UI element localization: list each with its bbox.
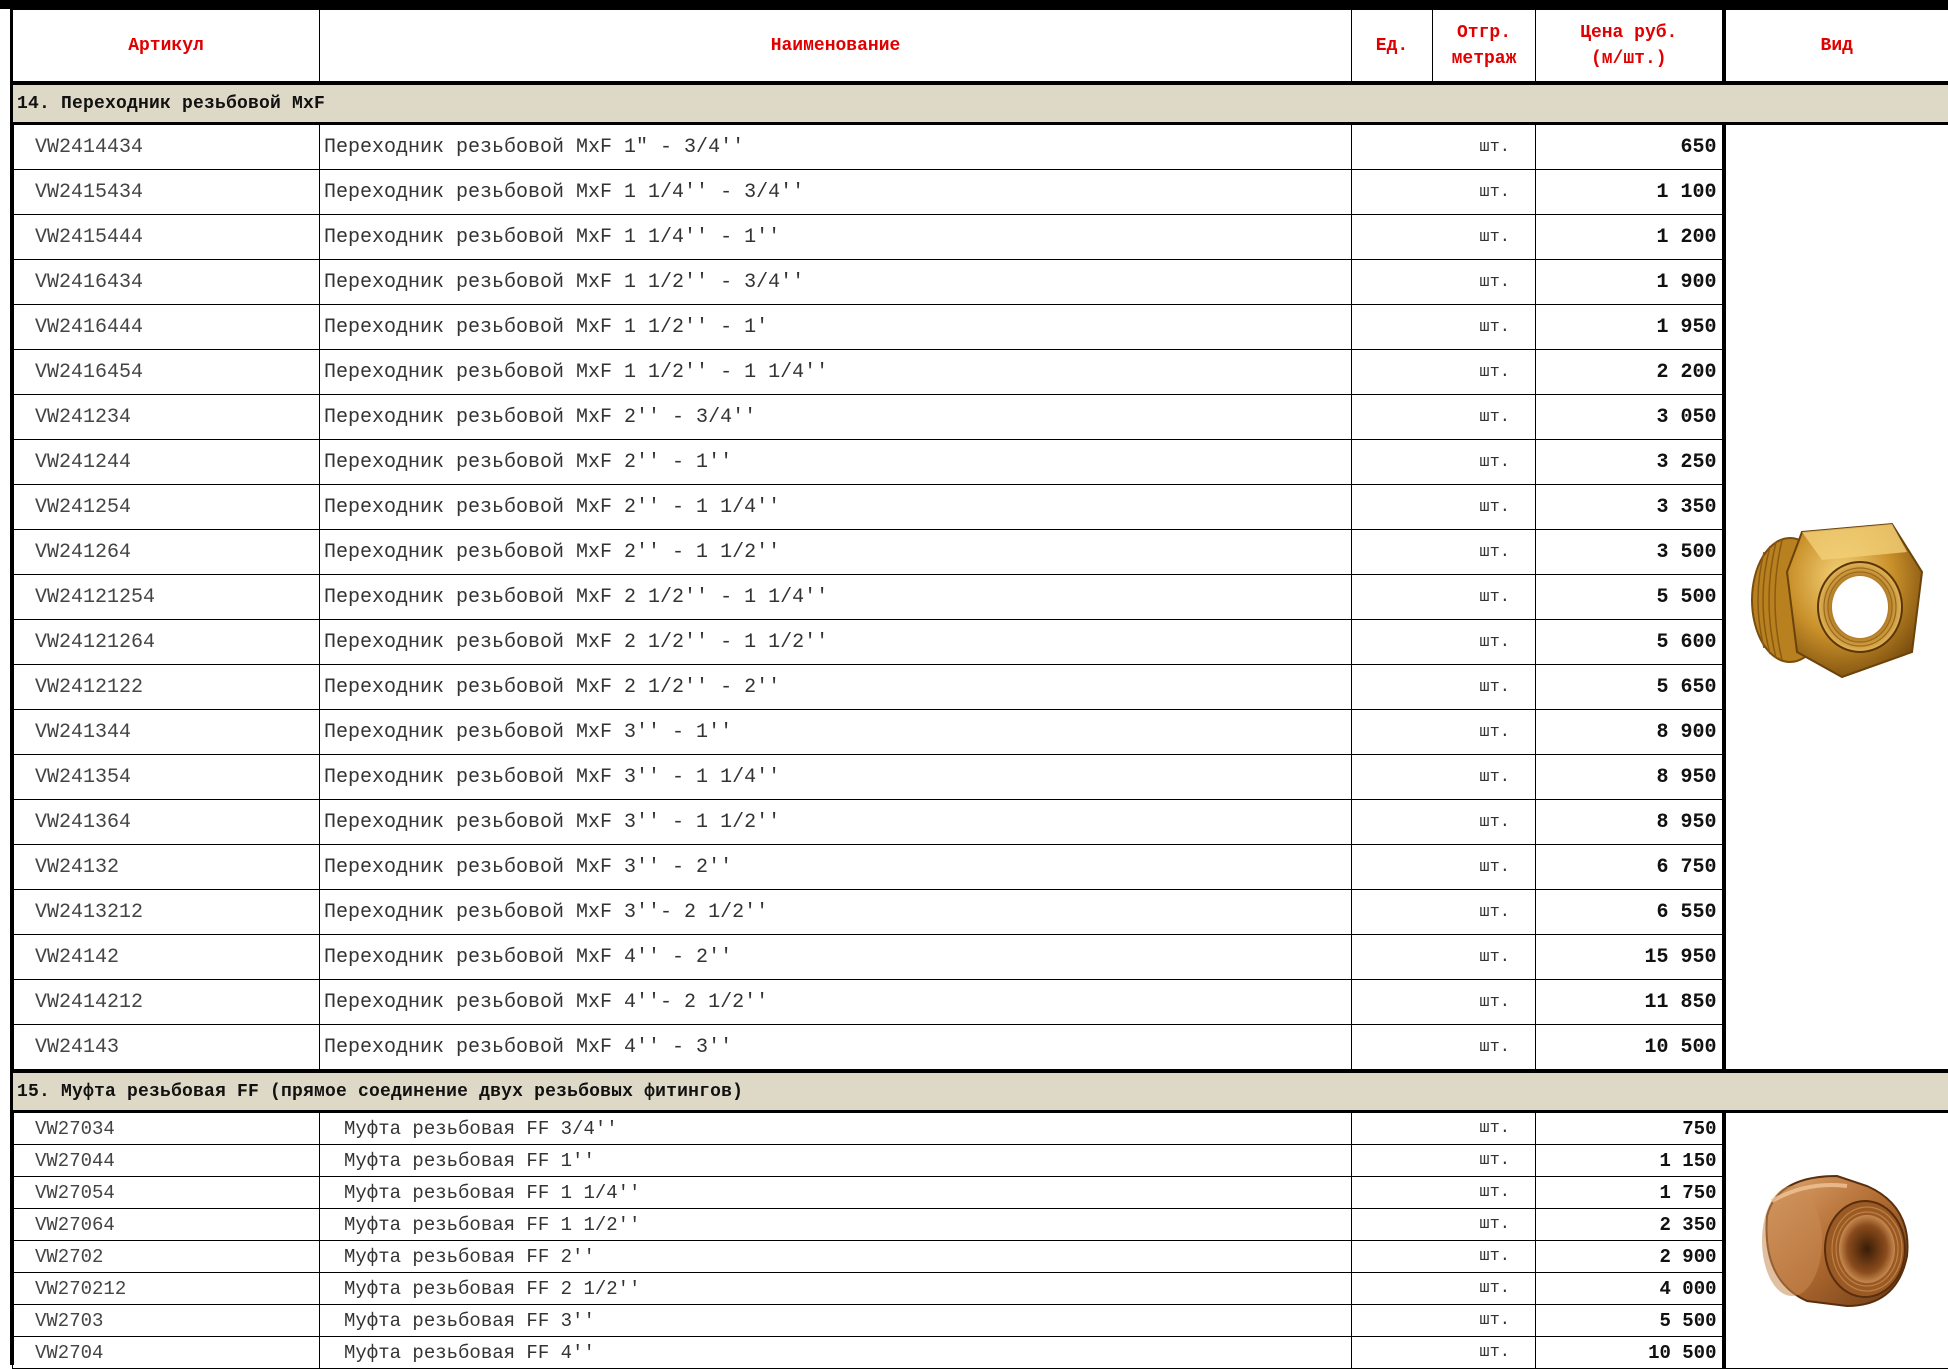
brass-coupling-image: [1747, 1161, 1927, 1321]
table-row: [13, 395, 1948, 440]
table-row: [13, 1241, 1948, 1273]
unit-cell: шт.: [1352, 665, 1536, 710]
unit-cell: шт.: [1352, 980, 1536, 1025]
table-row: [13, 755, 1948, 800]
price-cell: 1 950: [1536, 305, 1724, 350]
name-cell: Переходник резьбовой MxF 1 1/2'' - 1 1/4'': [320, 350, 1352, 395]
table-row: [13, 350, 1948, 395]
price-header-line1: Цена руб.: [1536, 20, 1722, 46]
name-cell: Переходник резьбовой MxF 2 1/2'' - 2'': [320, 665, 1352, 710]
price-table: [12, 9, 1948, 1369]
unit-cell: шт.: [1352, 530, 1536, 575]
name-cell: Муфта резьбовая FF 1'': [320, 1145, 1352, 1177]
price-cell: 2 200: [1536, 350, 1724, 395]
unit-cell: шт.: [1352, 215, 1536, 260]
name-cell: Переходник резьбовой MxF 2'' - 1'': [320, 440, 1352, 485]
unit-cell: шт.: [1352, 800, 1536, 845]
cut-length-line1: Отгр.: [1433, 20, 1535, 46]
article-cell: VW2413212: [13, 890, 320, 935]
unit-cell: шт.: [1352, 1177, 1536, 1209]
unit-cell: шт.: [1352, 485, 1536, 530]
name-cell: Переходник резьбовой MxF 2 1/2'' - 1 1/2'': [320, 620, 1352, 665]
table-row: [13, 980, 1948, 1025]
unit-cell: шт.: [1352, 845, 1536, 890]
table-row: [13, 305, 1948, 350]
article-cell: VW2702: [13, 1241, 320, 1273]
article-cell: VW27044: [13, 1145, 320, 1177]
article-cell: VW24121264: [13, 620, 320, 665]
name-cell: Муфта резьбовая FF 3/4'': [320, 1112, 1352, 1145]
article-cell: VW27034: [13, 1112, 320, 1145]
price-cell: 650: [1536, 124, 1724, 170]
table-row: [13, 1145, 1948, 1177]
name-cell: Переходник резьбовой MxF 1" - 3/4'': [320, 124, 1352, 170]
section-header: [13, 83, 1948, 124]
unit-cell: шт.: [1352, 305, 1536, 350]
name-cell: Переходник резьбовой MxF 3'' - 1 1/4'': [320, 755, 1352, 800]
price-cell: 2 900: [1536, 1241, 1724, 1273]
price-cell: 750: [1536, 1112, 1724, 1145]
name-cell: Переходник резьбовой MxF 3'' - 1 1/2'': [320, 800, 1352, 845]
name-cell: Переходник резьбовой MxF 2 1/2'' - 1 1/4'': [320, 575, 1352, 620]
article-cell: VW241364: [13, 800, 320, 845]
article-cell: VW2415434: [13, 170, 320, 215]
table-row: [13, 1025, 1948, 1072]
table-row: [13, 1209, 1948, 1241]
table-row: [13, 1177, 1948, 1209]
unit-cell: шт.: [1352, 350, 1536, 395]
article-cell: VW2415444: [13, 215, 320, 260]
table-row: [13, 170, 1948, 215]
price-header-line2: (м/шт.): [1536, 46, 1722, 72]
article-cell: VW27064: [13, 1209, 320, 1241]
article-cell: VW270212: [13, 1273, 320, 1305]
table-row: [13, 1273, 1948, 1305]
name-cell: Переходник резьбовой MxF 4'' - 3'': [320, 1025, 1352, 1072]
price-cell: 8 950: [1536, 800, 1724, 845]
article-cell: VW2412122: [13, 665, 320, 710]
article-cell: VW241234: [13, 395, 320, 440]
top-border: [0, 0, 1948, 9]
price-cell: 6 750: [1536, 845, 1724, 890]
unit-cell: шт.: [1352, 575, 1536, 620]
name-cell: Переходник резьбовой MxF 1 1/4'' - 1'': [320, 215, 1352, 260]
name-cell: Муфта резьбовая FF 2 1/2'': [320, 1273, 1352, 1305]
price-cell: 5 500: [1536, 575, 1724, 620]
name-cell: Муфта резьбовая FF 1 1/4'': [320, 1177, 1352, 1209]
name-cell: Переходник резьбовой MxF 3''- 2 1/2'': [320, 890, 1352, 935]
unit-cell: шт.: [1352, 1145, 1536, 1177]
article-cell: VW241254: [13, 485, 320, 530]
article-cell: VW24121254: [13, 575, 320, 620]
price-cell: 4 000: [1536, 1273, 1724, 1305]
name-cell: Переходник резьбовой MxF 4''- 2 1/2'': [320, 980, 1352, 1025]
table-row: [13, 260, 1948, 305]
col-header-cut-length: [1433, 10, 1536, 84]
article-cell: VW27054: [13, 1177, 320, 1209]
table-row: [13, 935, 1948, 980]
price-cell: 15 950: [1536, 935, 1724, 980]
price-cell: 3 050: [1536, 395, 1724, 440]
section-title: 15. Муфта резьбовая FF (прямое соединение двух резьбовых фитингов): [13, 1071, 1948, 1112]
article-cell: VW24132: [13, 845, 320, 890]
unit-cell: шт.: [1352, 755, 1536, 800]
header-row: [13, 10, 1948, 84]
price-cell: 3 250: [1536, 440, 1724, 485]
unit-cell: шт.: [1352, 124, 1536, 170]
product-image-cell: [1724, 124, 1948, 1072]
price-cell: 1 200: [1536, 215, 1724, 260]
unit-cell: шт.: [1352, 620, 1536, 665]
unit-cell: шт.: [1352, 170, 1536, 215]
unit-cell: шт.: [1352, 440, 1536, 485]
name-cell: Переходник резьбовой MxF 4'' - 2'': [320, 935, 1352, 980]
article-cell: VW2414212: [13, 980, 320, 1025]
price-cell: 5 500: [1536, 1305, 1724, 1337]
unit-cell: шт.: [1352, 1209, 1536, 1241]
name-cell: Муфта резьбовая FF 4'': [320, 1337, 1352, 1369]
col-header-name: Наименование: [320, 10, 1352, 84]
section-title: 14. Переходник резьбовой MxF: [13, 83, 1948, 124]
price-cell: 11 850: [1536, 980, 1724, 1025]
brass-hex-bushing-image: [1742, 512, 1932, 682]
product-image-cell: [1724, 1112, 1948, 1369]
article-cell: VW2414434: [13, 124, 320, 170]
price-cell: 6 550: [1536, 890, 1724, 935]
unit-cell: шт.: [1352, 890, 1536, 935]
name-cell: Переходник резьбовой MxF 1 1/4'' - 3/4'': [320, 170, 1352, 215]
section-header: [13, 1071, 1948, 1112]
col-header-article: Артикул: [13, 10, 320, 84]
table-row: [13, 845, 1948, 890]
unit-cell: шт.: [1352, 1241, 1536, 1273]
price-cell: 10 500: [1536, 1025, 1724, 1072]
article-cell: VW241344: [13, 710, 320, 755]
unit-cell: шт.: [1352, 935, 1536, 980]
table-row: [13, 710, 1948, 755]
table-row: [13, 530, 1948, 575]
table-row: [13, 440, 1948, 485]
table-row: [13, 620, 1948, 665]
price-cell: 10 500: [1536, 1337, 1724, 1369]
price-cell: 1 100: [1536, 170, 1724, 215]
unit-cell: шт.: [1352, 1025, 1536, 1072]
name-cell: Переходник резьбовой MxF 1 1/2'' - 3/4'': [320, 260, 1352, 305]
article-cell: VW2704: [13, 1337, 320, 1369]
unit-cell: шт.: [1352, 1337, 1536, 1369]
article-cell: VW24142: [13, 935, 320, 980]
article-cell: VW241354: [13, 755, 320, 800]
name-cell: Переходник резьбовой MxF 3'' - 2'': [320, 845, 1352, 890]
price-cell: 2 350: [1536, 1209, 1724, 1241]
table-row: [13, 124, 1948, 170]
name-cell: Муфта резьбовая FF 1 1/2'': [320, 1209, 1352, 1241]
price-cell: 3 350: [1536, 485, 1724, 530]
table-row: [13, 1305, 1948, 1337]
price-cell: 5 650: [1536, 665, 1724, 710]
unit-cell: шт.: [1352, 1112, 1536, 1145]
cut-length-line2: метраж: [1433, 46, 1535, 72]
name-cell: Переходник резьбовой MxF 2'' - 3/4'': [320, 395, 1352, 440]
table-row: [13, 1337, 1948, 1369]
name-cell: Муфта резьбовая FF 3'': [320, 1305, 1352, 1337]
table-row: [13, 485, 1948, 530]
name-cell: Переходник резьбовой MxF 3'' - 1'': [320, 710, 1352, 755]
unit-cell: шт.: [1352, 1305, 1536, 1337]
article-cell: VW241264: [13, 530, 320, 575]
price-cell: 1 750: [1536, 1177, 1724, 1209]
price-cell: 1 150: [1536, 1145, 1724, 1177]
price-cell: 8 950: [1536, 755, 1724, 800]
table-row: [13, 665, 1948, 710]
col-header-price: [1536, 10, 1724, 84]
price-cell: 1 900: [1536, 260, 1724, 305]
price-cell: 5 600: [1536, 620, 1724, 665]
name-cell: Переходник резьбовой MxF 2'' - 1 1/4'': [320, 485, 1352, 530]
name-cell: Муфта резьбовая FF 2'': [320, 1241, 1352, 1273]
article-cell: VW2703: [13, 1305, 320, 1337]
table-row: [13, 215, 1948, 260]
name-cell: Переходник резьбовой MxF 2'' - 1 1/2'': [320, 530, 1352, 575]
table-row: [13, 575, 1948, 620]
col-header-unit: Ед.: [1352, 10, 1433, 84]
name-cell: Переходник резьбовой MxF 1 1/2'' - 1': [320, 305, 1352, 350]
table-row: [13, 800, 1948, 845]
table-row: [13, 890, 1948, 935]
unit-cell: шт.: [1352, 260, 1536, 305]
col-header-view: Вид: [1724, 10, 1948, 84]
article-cell: VW241244: [13, 440, 320, 485]
article-cell: VW2416444: [13, 305, 320, 350]
price-cell: 8 900: [1536, 710, 1724, 755]
unit-cell: шт.: [1352, 1273, 1536, 1305]
article-cell: VW2416454: [13, 350, 320, 395]
unit-cell: шт.: [1352, 395, 1536, 440]
table-row: [13, 1112, 1948, 1145]
article-cell: VW2416434: [13, 260, 320, 305]
price-cell: 3 500: [1536, 530, 1724, 575]
article-cell: VW24143: [13, 1025, 320, 1072]
unit-cell: шт.: [1352, 710, 1536, 755]
